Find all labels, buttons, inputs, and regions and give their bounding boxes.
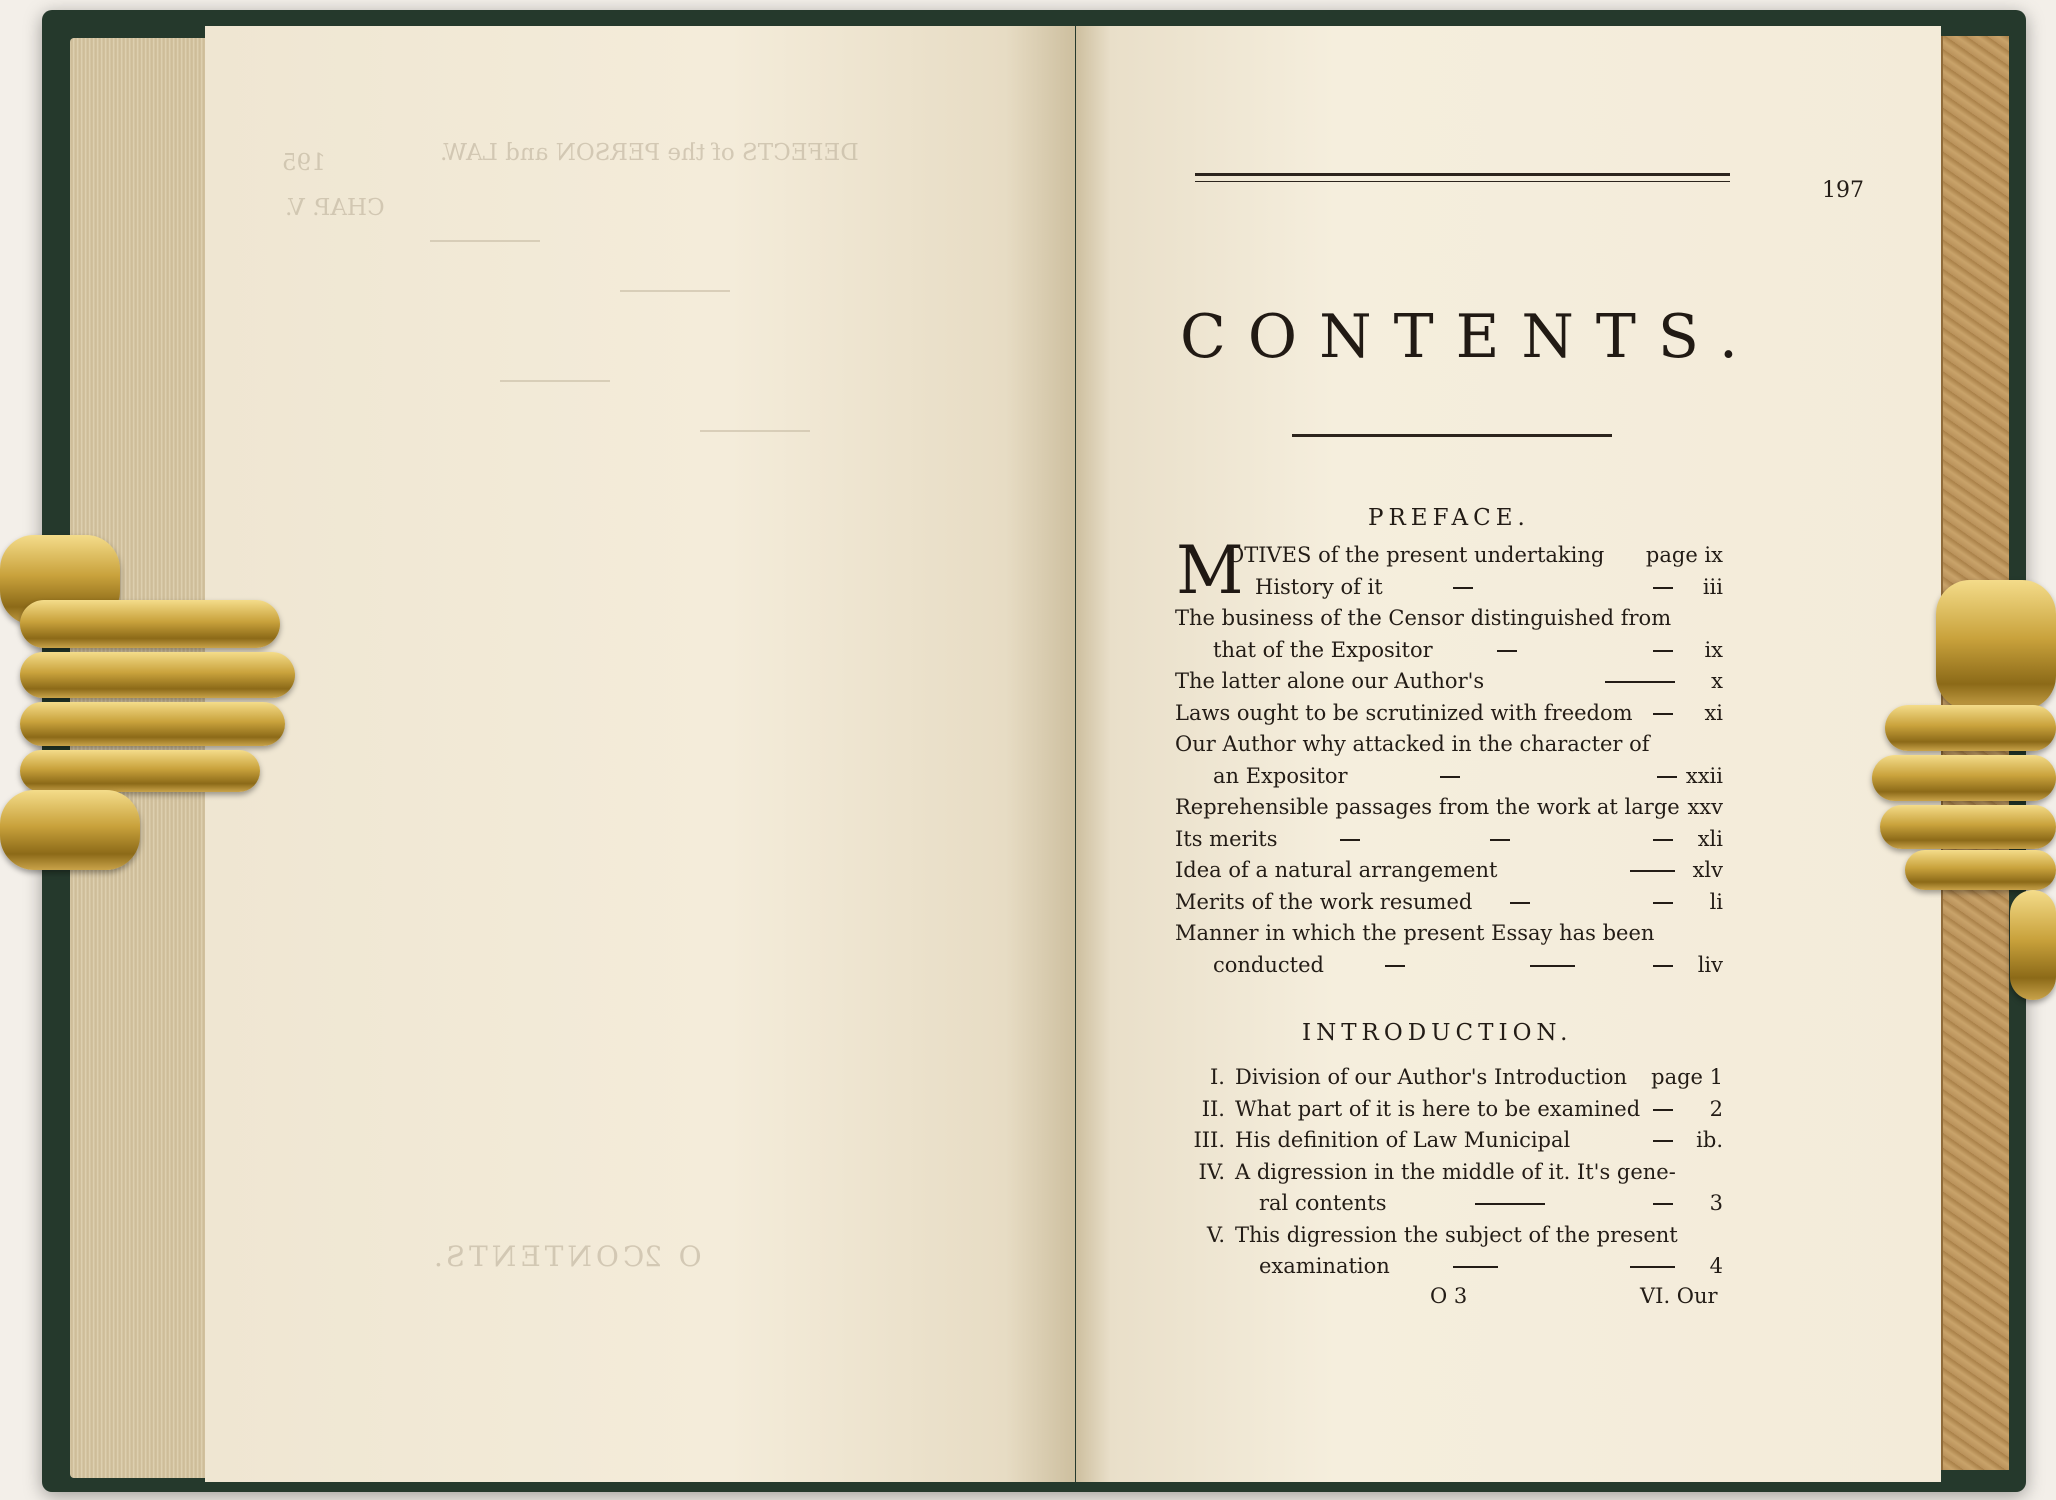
marbled-endpaper <box>1941 36 2009 1470</box>
preface-list <box>1175 532 1723 981</box>
list-item: IV. A digression in the middle of it. It's gene- <box>1198 1159 1676 1184</box>
preface-heading: PREFACE. <box>1368 505 1530 531</box>
ghost-line <box>700 430 810 432</box>
page-number: 197 <box>1822 178 1864 203</box>
list-item: Our Author why attacked in the character of <box>1175 732 1650 756</box>
ghost-line <box>620 290 730 292</box>
list-item: Reprehensible passages from the work at large xxv <box>1175 795 1723 819</box>
ghost-footer-sig: O 2 <box>640 1240 702 1273</box>
list-item: The business of the Censor distinguished from <box>1175 606 1672 630</box>
list-item: Merits of the work resumed li <box>1175 889 1723 914</box>
list-item: Manner in which the present Essay has been <box>1175 921 1655 945</box>
list-item: conducted liv <box>1213 952 1723 977</box>
ghost-line <box>430 240 540 242</box>
brass-clip-right-finger <box>1905 850 2056 890</box>
brass-clip-right-finger <box>1885 705 2056 751</box>
list-item: II. What part of it is here to be examined 2 <box>1201 1096 1723 1121</box>
brass-clip-left-base <box>0 790 140 870</box>
brass-clip-left-finger <box>20 600 280 648</box>
list-item: an Expositor xxii <box>1213 763 1723 788</box>
brass-clip-right-palm <box>1936 580 2056 710</box>
introduction-list <box>1175 1062 1723 1283</box>
list-item: I. Division of our Author's Introduction page 1 <box>1210 1065 1723 1089</box>
brass-clip-left-finger <box>20 652 295 698</box>
list-item: Its merits xli <box>1175 826 1723 851</box>
catchword: VI. Our <box>1640 1284 1718 1308</box>
list-item: V. This digression the subject of the present <box>1206 1222 1678 1247</box>
list-item: OTIVES of the present undertaking page ix <box>1227 543 1723 567</box>
list-item: Laws ought to be scrutinized with freedom xi <box>1175 700 1723 725</box>
ghost-footer-catch: CONTENTS. <box>430 1240 645 1273</box>
brass-clip-left-finger <box>20 750 260 792</box>
top-rule-thin <box>1195 181 1730 182</box>
title-rule <box>1292 434 1612 437</box>
top-rule <box>1195 173 1730 176</box>
page-title: CONTENTS. <box>1180 302 1760 372</box>
brass-clip-left-finger <box>20 702 285 746</box>
drop-cap: M <box>1176 532 1244 609</box>
list-item: ral contents 3 <box>1259 1191 1723 1215</box>
ghost-line <box>500 380 610 382</box>
list-item: that of the Expositor ix <box>1213 637 1723 662</box>
list-item: Idea of a natural arrangement xlv <box>1175 858 1723 882</box>
list-item: The latter alone our Author's x <box>1175 669 1723 693</box>
brass-clip-right-base <box>2010 890 2056 1000</box>
ghost-page-number: 195 <box>282 150 326 176</box>
ghost-header: DEFECTS of the PERSON and LAW. <box>440 140 859 166</box>
introduction-heading: INTRODUCTION. <box>1302 1020 1573 1046</box>
brass-clip-right-finger <box>1880 805 2056 849</box>
list-item: III. His definition of Law Municipal ib. <box>1193 1128 1723 1152</box>
signature-mark: O 3 <box>1430 1284 1468 1308</box>
list-item: History of it iii <box>1255 574 1723 599</box>
brass-clip-right-finger <box>1872 755 2056 801</box>
list-item: examination 4 <box>1259 1254 1723 1278</box>
ghost-side-note: CHAP. V. <box>285 195 385 221</box>
